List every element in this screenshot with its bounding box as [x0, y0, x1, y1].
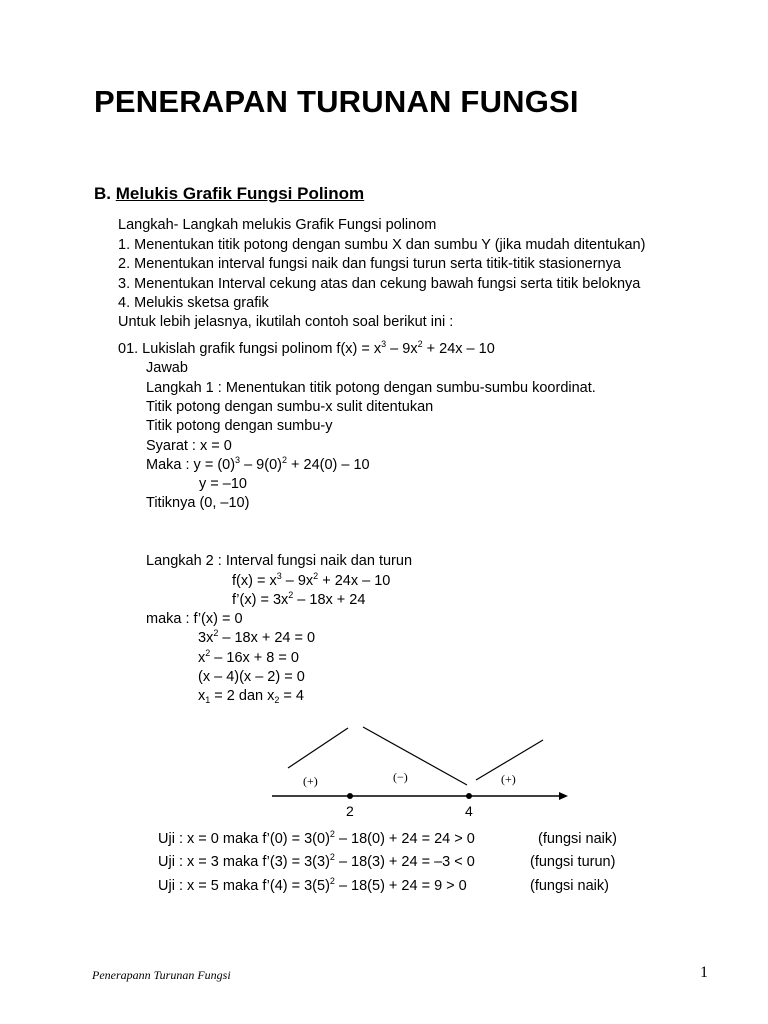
step1-y-value: y = –10 — [199, 476, 247, 492]
page-number: 1 — [700, 964, 708, 981]
step-item-1: 1. Menentukan titik potong dengan sumbu X dan sumbu Y (jika mudah ditentukan) — [118, 237, 646, 253]
page-title: PENERAPAN TURUNAN FUNGSI — [94, 84, 579, 119]
point-label-4: 4 — [465, 803, 473, 819]
sign-negative-mid: (−) — [393, 770, 408, 784]
step1-titik: Titiknya (0, –10) — [146, 495, 250, 511]
step2-fx: $f(x) = x^3 - 9x^2 + 24x - 10$ — [232, 571, 391, 589]
test-row-2: Uji : x = 3 maka f’(3) = $3(3)^2 - 18(3) + 24 = -3 < 0$ — [158, 852, 475, 870]
test-row-1: Uji : x = 0 maka f’(0) = $3(0)^2 - 18(0) + 24 = 24 > 0$ — [158, 829, 475, 847]
sign-positive-left: (+) — [303, 774, 318, 788]
problem-statement: 01. Lukislah grafik fungsi polinom $f(x) = x^3 - 9x^2 + 24x - 10$ — [118, 339, 495, 357]
step-item-4: 4. Melukis sketsa grafik — [118, 295, 269, 311]
step-item-2: 2. Menentukan interval fungsi naik dan fungsi turun serta titik-titik stasionernya — [118, 256, 621, 272]
step2-eq2: $x^2 - 16x + 8 = 0$ — [198, 648, 299, 666]
point-label-2: 2 — [346, 803, 354, 819]
step1-title: Langkah 1 : Menentukan titik potong dengan sumbu-sumbu koordinat. — [146, 380, 596, 396]
step2-eq1: $3x^2 - 18x + 24 = 0$ — [198, 628, 316, 646]
sign-positive-right: (+) — [501, 772, 516, 786]
number-line-arrow — [559, 792, 568, 800]
step2-title: Langkah 2 : Interval fungsi naik dan turun — [146, 553, 413, 569]
sketch-rising-left — [288, 728, 348, 768]
step2-eq3: (x – 4)(x – 2) = 0 — [198, 669, 305, 685]
section-title: Melukis Grafik Fungsi Polinom — [115, 184, 365, 203]
section-prefix: B. — [94, 184, 111, 203]
step1-x-intercept: Titik potong dengan sumbu-x sulit ditentukan — [146, 399, 434, 415]
test-result-3: (fungsi naik) — [530, 878, 609, 894]
step2-fprime: f’(x) = $3x^2 - 18x + 24$ — [232, 590, 366, 608]
step2-roots: $x_1 = 2$ dan $x_2 = 4$ — [198, 688, 304, 705]
test-row-3: Uji : x = 5 maka f’(4) = $3(5)^2 - 18(5) + 24 = 9 > 0$ — [158, 876, 467, 894]
test-result-1: (fungsi naik) — [538, 831, 617, 847]
step1-y-intercept: Titik potong dengan sumbu-y — [146, 418, 333, 434]
jawab-label: Jawab — [146, 360, 188, 376]
intro-line: Langkah- Langkah melukis Grafik Fungsi polinom — [118, 217, 437, 233]
step1-syarat: Syarat : x = 0 — [146, 438, 232, 454]
step1-maka: Maka : $y = (0)^3 - 9(0)^2 + 24(0) - 10$ — [146, 455, 370, 473]
sketch-falling-mid — [363, 727, 467, 785]
step2-maka: maka : f’(x) = 0 — [146, 611, 243, 627]
critical-point-2 — [347, 793, 353, 799]
step-item-3: 3. Menentukan Interval cekung atas dan cekung bawah fungsi serta titik beloknya — [118, 276, 641, 292]
critical-point-4 — [466, 793, 472, 799]
intro-closing: Untuk lebih jelasnya, ikutilah contoh soal berikut ini : — [118, 314, 454, 330]
test-result-2: (fungsi turun) — [530, 854, 616, 870]
footer-title: Penerapann Turunan Fungsi — [92, 968, 231, 982]
